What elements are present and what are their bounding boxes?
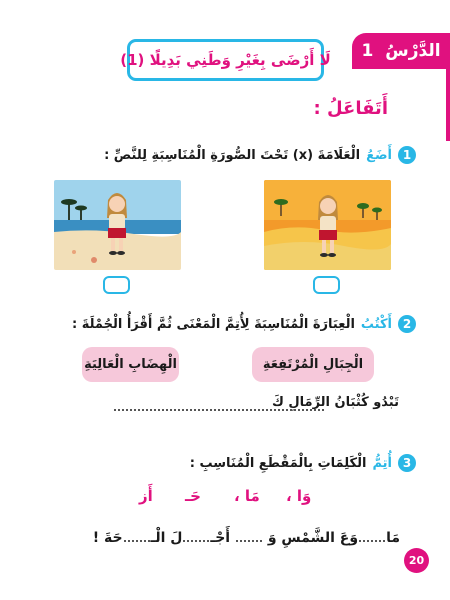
lesson-title-box	[120, 39, 331, 81]
fragment-az: أَز	[139, 487, 153, 505]
option-high-mountains-label: الْجِبَالِ الْمُرْتَفِعَةِ	[262, 357, 364, 372]
question-3-number: 3	[398, 454, 416, 472]
question-3-text: الْكَلِمَاتِ بِالْمَقْطَعِ الْمُنَاسِبِ :	[189, 455, 367, 471]
lesson-tab	[352, 33, 450, 69]
question-1-verb: أَضَعُ	[366, 147, 392, 163]
desert-illustration	[264, 180, 391, 270]
lesson-title: لَا أَرْضَى بِغَيْرِ وَطَنِي بَدِيلًا (1)	[120, 51, 331, 69]
word-completion-line	[93, 530, 400, 546]
question-1-text: الْعَلَامَةَ (x) تَحْتَ الصُّورَةِ الْمُنَاسِبَةِ لِلنَّصِّ :	[104, 147, 361, 163]
completion-sentence: تَبْدُو كُثْبَانُ الرِّمَالِ كَ	[271, 395, 399, 410]
lesson-edge-bar	[446, 69, 450, 141]
option-high-plateaus-label: الْهِضَابِ الْعَالِيَةِ	[84, 357, 177, 372]
beach-picture	[54, 180, 181, 270]
section-heading: أَتَفَاعَلُ :	[313, 98, 388, 119]
question-2-text: الْعِبَارَةَ الْمُنَاسِبَةَ لِأُتِمَّ الْمَعْنَى ثُمَّ أَقْرَأُ الْجُمْلَةَ :	[71, 316, 355, 332]
fragment-ha: حَـ	[185, 487, 201, 505]
blank-2[interactable]	[236, 540, 262, 542]
desert-answer-box[interactable]	[313, 276, 340, 294]
question-1	[104, 146, 416, 164]
page-number: 20	[404, 548, 429, 573]
lesson-label: الدَّرْسُ	[385, 41, 441, 61]
question-1-number: 1	[398, 146, 416, 164]
fragment-ma: مَا ،	[234, 487, 260, 505]
question-3-verb: أُتِمُّ	[372, 455, 392, 471]
word3-end: حَةَ !	[92, 530, 123, 546]
question-2-number: 2	[398, 315, 416, 333]
option-high-plateaus[interactable]	[82, 347, 179, 382]
beach-answer-box[interactable]	[103, 276, 130, 294]
lesson-number: 1	[361, 41, 374, 61]
fragment-wa: وَا ،	[286, 487, 312, 505]
question-2	[72, 315, 416, 333]
beach-illustration	[54, 180, 181, 270]
word2-start: أَجْـ	[210, 530, 231, 546]
word2-end: لَ الْـ	[150, 530, 183, 546]
option-high-mountains[interactable]	[252, 347, 374, 382]
desert-picture	[264, 180, 391, 270]
completion-blank[interactable]	[114, 397, 324, 411]
question-3	[190, 454, 416, 472]
word1-end: وَعَ الشَّمْسِ وَ	[267, 530, 359, 546]
blank-4[interactable]	[124, 540, 150, 542]
blank-3[interactable]	[183, 540, 209, 542]
blank-1[interactable]	[359, 540, 385, 542]
word1-start: مَا	[386, 530, 400, 546]
question-2-verb: أَكْتُبُ	[360, 316, 392, 332]
